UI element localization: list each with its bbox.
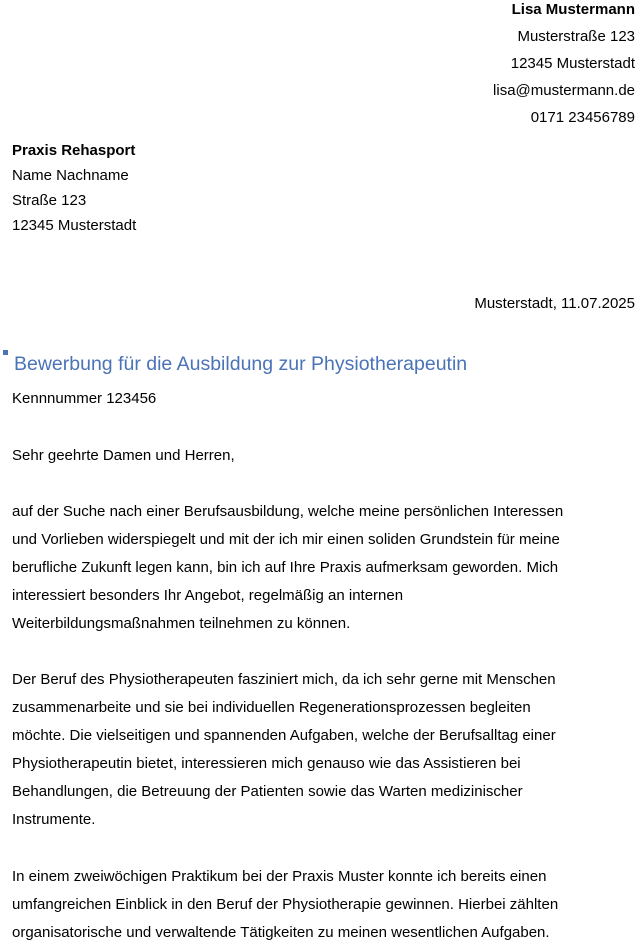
paragraph-line: Physiotherapeutin bietet, interessieren mich genauso wie das Assistieren bei — [12, 755, 521, 772]
paragraph-line: zusammenarbeite und sie bei individuellen Regenerationsprozessen begleiten — [12, 699, 531, 716]
subject-marker-icon — [3, 350, 8, 355]
sender-address-block — [493, 0, 635, 135]
paragraph-line: möchte. Die vielseitigen und spannenden Aufgaben, welche der Berufsalltag einer — [12, 727, 556, 744]
date-line: Musterstadt, 11.07.2025 — [474, 295, 635, 312]
subject-heading: Bewerbung für die Ausbildung zur Physiotherapeutin — [14, 353, 468, 375]
paragraph-line: interessiert besonders Ihr Angebot, regelmäßig an internen — [12, 587, 404, 604]
paragraph-line: Der Beruf des Physiotherapeuten fasziniert mich, da ich sehr gerne mit Menschen — [12, 671, 556, 688]
recipient-street: Straße 123 — [12, 192, 87, 209]
salutation: Sehr geehrte Damen und Herren, — [12, 447, 235, 464]
reference-number: Kennnummer 123456 — [12, 390, 157, 407]
sender-phone: 0171 23456789 — [530, 109, 635, 126]
sender-email: lisa@mustermann.de — [493, 82, 635, 99]
paragraph-line: auf der Suche nach einer Berufsausbildung, welche meine persönlichen Interessen — [12, 503, 564, 520]
recipient-company: Praxis Rehasport — [12, 142, 136, 159]
paragraph-line: berufliche Zukunft legen kann, bin ich auf Ihre Praxis aufmerksam geworden. Mich — [12, 559, 559, 576]
body-paragraph-1 — [12, 502, 563, 642]
paragraph-line: umfangreichen Einblick in den Beruf der Physiotherapie gewinnen. Hierbei zählten — [12, 896, 559, 913]
body-paragraph-2 — [12, 670, 556, 838]
recipient-contact: Name Nachname — [12, 167, 129, 184]
paragraph-line: Weiterbildungsmaßnahmen teilnehmen zu können. — [12, 615, 351, 632]
recipient-city: 12345 Musterstadt — [12, 217, 137, 234]
paragraph-line: organisatorische und verwaltende Tätigkeiten zu meinen wesentlichen Aufgaben. — [12, 924, 550, 941]
sender-name: Lisa Mustermann — [511, 1, 635, 18]
sender-street: Musterstraße 123 — [517, 28, 635, 45]
recipient-address-block — [12, 141, 136, 241]
paragraph-line: Behandlungen, die Betreuung der Patienten sowie das Warten medizinischer — [12, 783, 523, 800]
body-paragraph-3 — [12, 867, 558, 951]
paragraph-line: und Vorlieben widerspiegelt und mit der ich mir einen soliden Grundstein für meine — [12, 531, 560, 548]
paragraph-line: In einem zweiwöchigen Praktikum bei der Praxis Muster konnte ich bereits einen — [12, 868, 547, 885]
paragraph-line: Instrumente. — [12, 811, 96, 828]
sender-city: 12345 Musterstadt — [510, 55, 635, 72]
